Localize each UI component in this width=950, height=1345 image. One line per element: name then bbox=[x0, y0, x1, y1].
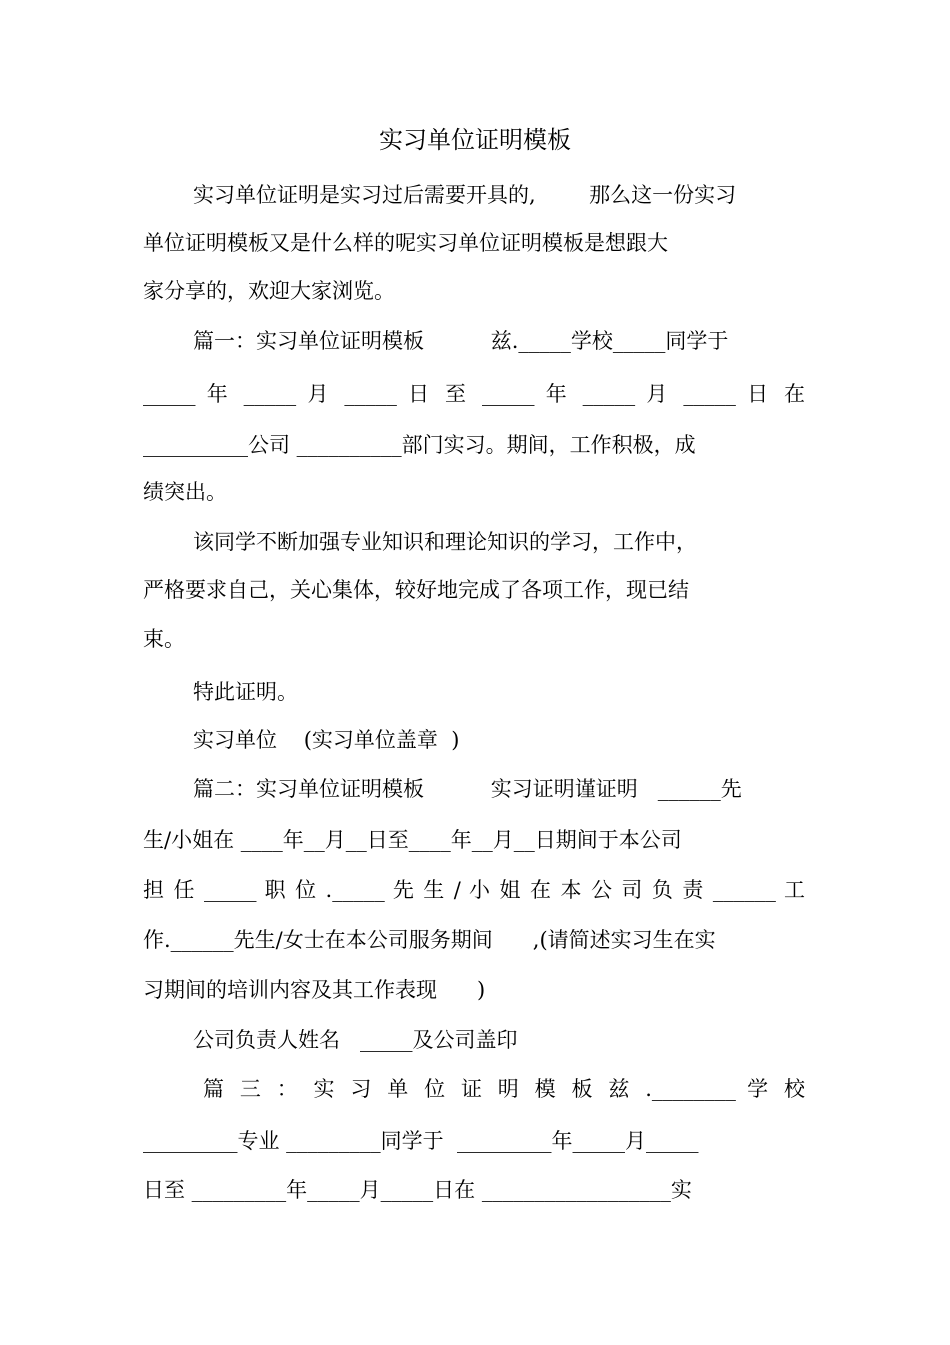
document-title: 实习单位证明模板 bbox=[379, 126, 571, 154]
paragraph-line: 公司负责人姓名 _____及公司盖印 bbox=[193, 1028, 518, 1052]
paragraph-line: 单位证明模板又是什么样的呢实习单位证明模板是想跟大 bbox=[143, 231, 668, 255]
paragraph-line: 家分享的，欢迎大家浏览。 bbox=[143, 279, 395, 303]
paragraph-line: 作.______先生/女士在本公司服务期间 ,(请简述实习生在实 bbox=[143, 928, 716, 952]
paragraph-line: 担 任 _____ 职 位 ._____ 先 生 / 小 姐 在 本 公 司 负 责 ______ 工 bbox=[143, 878, 805, 902]
paragraph-line: 日至 _________年_____月_____日在 __________________实 bbox=[143, 1178, 692, 1202]
paragraph-line: 实习单位证明是实习过后需要开具的, 那么这一份实习 bbox=[193, 183, 737, 207]
paragraph-line: _________专业 _________同学于 _________年_____月_____ bbox=[143, 1129, 699, 1153]
paragraph-line: 特此证明。 bbox=[193, 680, 298, 704]
paragraph-line: 习期间的培训内容及其工作表现 ) bbox=[143, 978, 486, 1002]
paragraph-line: 篇 三 ： 实 习 单 位 证 明 模 板 兹 .________ 学 校 bbox=[203, 1077, 805, 1101]
paragraph-line: 实习单位 (实习单位盖章 ) bbox=[193, 728, 460, 752]
paragraph-line: 篇二：实习单位证明模板 实习证明谨证明 ______先 bbox=[193, 777, 742, 801]
paragraph-line: 该同学不断加强专业知识和理论知识的学习，工作中， bbox=[193, 530, 697, 554]
paragraph-line: 绩突出。 bbox=[143, 480, 227, 504]
paragraph-line: 束。 bbox=[143, 627, 185, 651]
paragraph-line: 严格要求自己，关心集体，较好地完成了各项工作，现已结 bbox=[143, 578, 689, 602]
paragraph-line: _____ 年 _____ 月 _____ 日 至 _____ 年 _____ 月 _____ 日 在 bbox=[143, 382, 805, 406]
paragraph-line: __________公司 __________部门实习。期间，工作积极，成 bbox=[143, 433, 696, 457]
paragraph-line: 生/小姐在 ____年__月__日至____年__月__日期间于本公司 bbox=[143, 828, 682, 852]
paragraph-line: 篇一：实习单位证明模板 兹._____学校_____同学于 bbox=[193, 329, 729, 353]
